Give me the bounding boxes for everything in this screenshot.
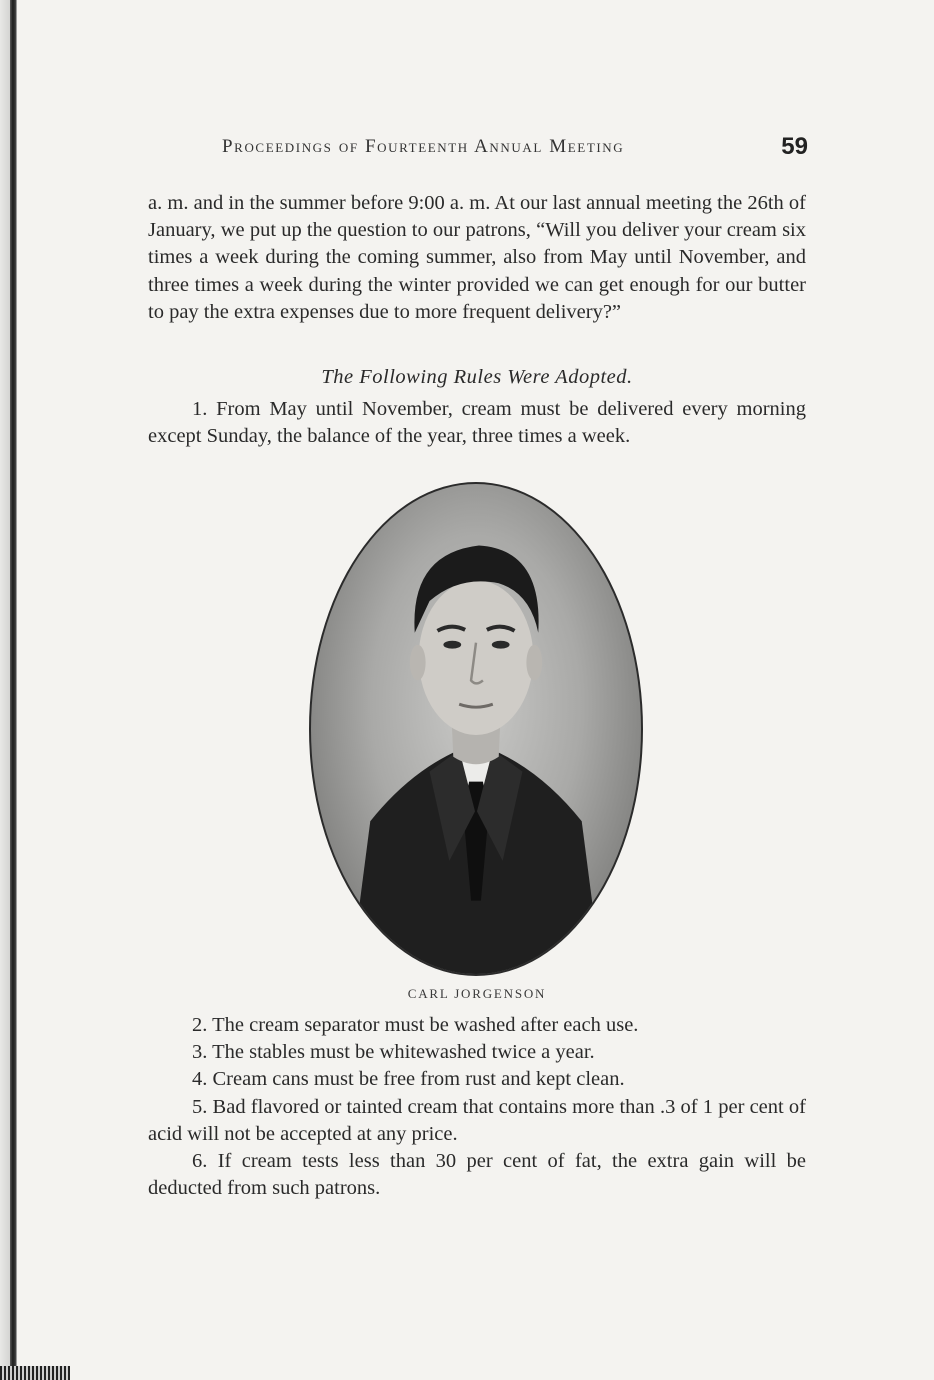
portrait-caption: CARL JORGENSON <box>407 986 547 1001</box>
rules-list <box>148 1012 806 1202</box>
page-number: 59 <box>781 133 808 160</box>
rule-item-6: 6. If cream tests less than 30 per cent of fat, the extra gain will be deducted from such patrons. <box>148 1150 806 1200</box>
rule-item-3: 3. The stables must be whitewashed twice a year. <box>192 1041 595 1064</box>
rule-item-2: 2. The cream separator must be washed after each use. <box>192 1014 639 1036</box>
rule-item-1: 1. From May until November, cream must be delivered every morning except Sunday, the balance of the year, three times a week. <box>148 398 806 448</box>
portrait-illustration <box>311 484 641 974</box>
portrait-photo <box>309 482 643 976</box>
page-edge-marks <box>0 1366 70 1380</box>
rule-item-4: 4. Cream cans must be free from rust and kept clean. <box>192 1068 625 1091</box>
page-gutter <box>0 0 10 1380</box>
rules-heading: The Following Rules Were Adopted. <box>321 366 633 388</box>
book-spine-edge <box>10 0 17 1380</box>
rule-item-5: 5. Bad flavored or tainted cream that contains more than .3 of 1 per cent of acid will not be accepted at any price. <box>148 1095 806 1145</box>
running-head: Proceedings of Fourteenth Annual Meeting <box>222 136 625 157</box>
page-header <box>222 134 808 174</box>
intro-paragraph: a. m. and in the summer before 9:00 a. m. At our last annual meeting the 26th of January, we put up the question to our patrons, “Will you deliver your cream six times a week during the coming summer, also from May until November, and three times a week during the winter provided we can get enough for our butter to pay the extra expenses due to more frequent delivery?” <box>148 192 806 323</box>
